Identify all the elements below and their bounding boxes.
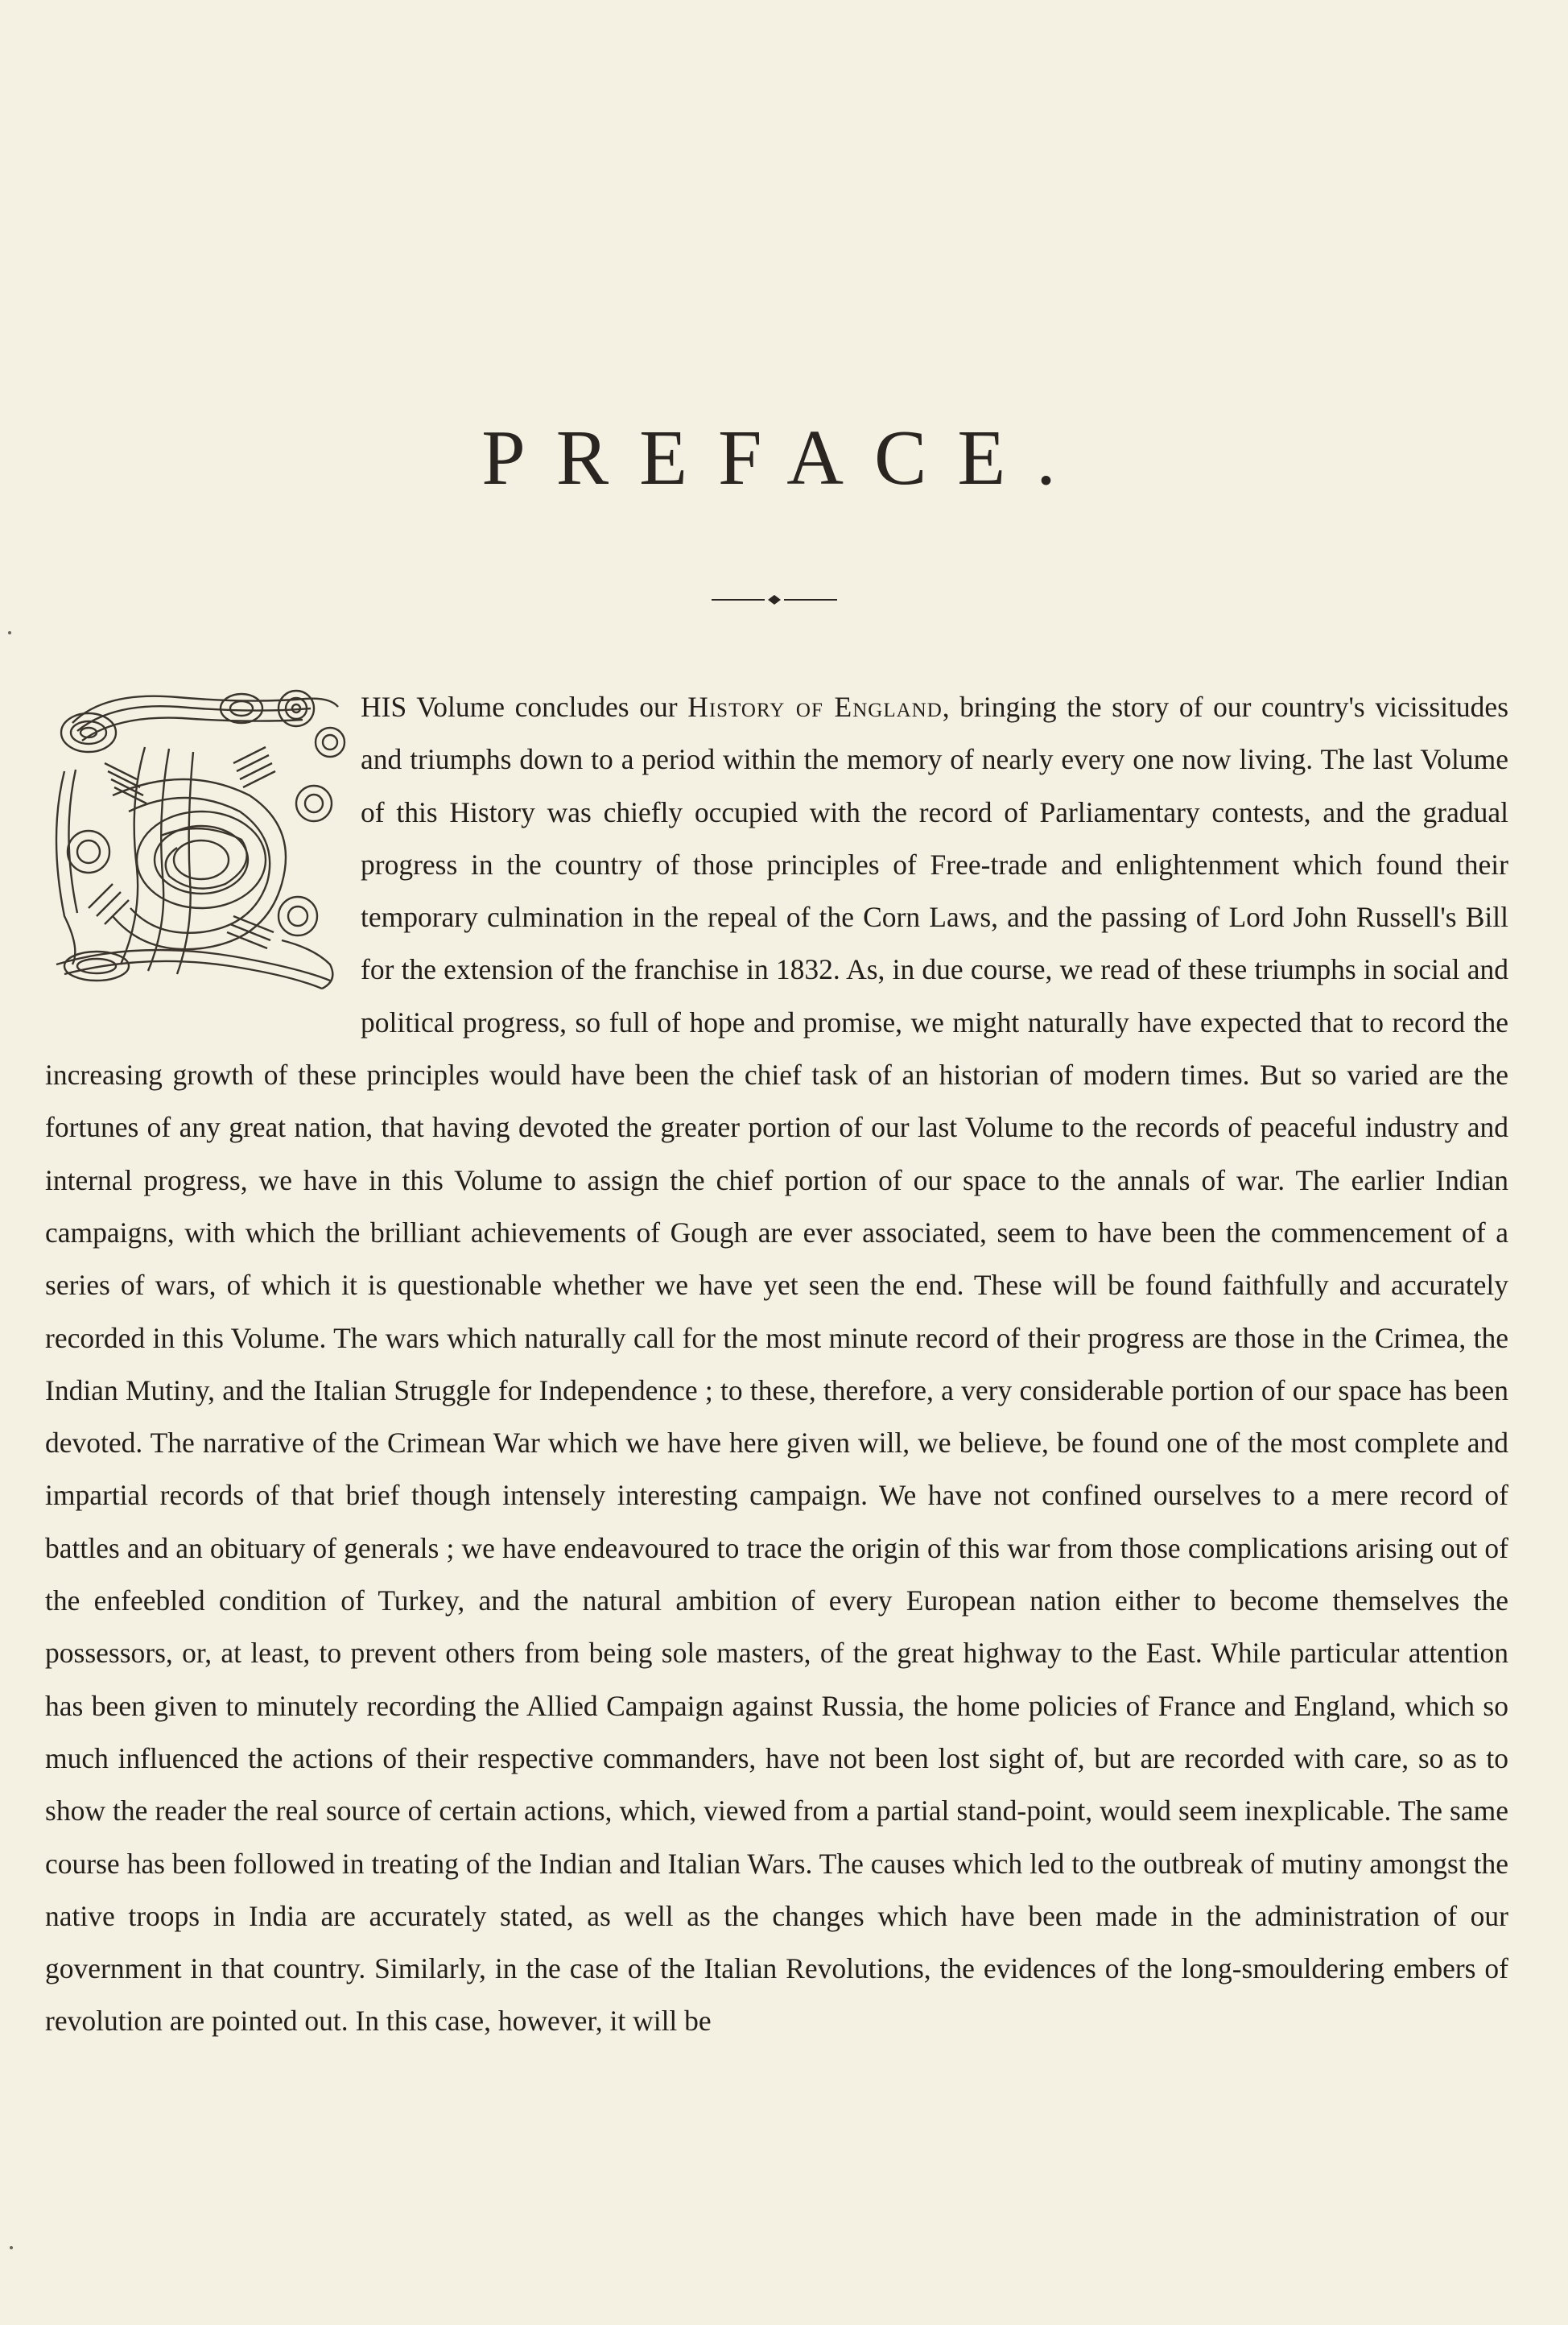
diamond-rule-ornament-icon	[712, 594, 837, 605]
preface-paragraph	[45, 681, 1508, 2048]
paragraph-lead: HIS Volume concludes our	[361, 691, 688, 723]
drop-cap-spacer	[45, 681, 361, 997]
paragraph-text: , bringing the story of our country's vicissitudes and triumphs down to a period within the memory of nearly every one now living. The last Volume of this History was chiefly occupied with the record of Parliamentary contests, and the gradual progress in the country of those principles of Free-trade and enlightenment which found their temporary culmination in the repeal of the Corn Laws, and the passing of Lord John Russell's Bill for the extension of the franchise in 1832. As, in due course, we read of these triumphs in social and political progress, so full of hope and promise, we might naturally have expected that to record the increasing growth of these principles would have been the chief task of an historian of modern times. But so varied are the fortunes of any great nation, that having devoted the greater portion of our last Volume to the records of peaceful industry and internal progress, we have in this Volume to assign the chief portion of our space to the annals of war. The earlier Indian campaigns, with which the brilliant achievements of Gough are ever associated, seem to have been the commencement of a series of wars, of which it is questionable whether we have yet seen the end. These will be found faithfully and accurately recorded in this Volume. The wars which naturally call for the most minute record of their progress are those in the Crimea, the Indian Mutiny, and the Italian Struggle for Independence ; to these, therefore, a very considerable portion of our space has been devoted. The narrative of the Crimean War which we have here given will, we believe, be found one of the most complete and impartial records of that brief though intensely interesting campaign. We have not confined ourselves to a mere record of battles and an obituary of generals ; we have endeavoured to trace the origin of this war from those complications arising out of the enfeebled condition of Turkey, and the natural ambition of every European nation either to become themselves the possessors, or, at least, to prevent others from being sole masters, of the great highway to the East. While particular attention has been given to minutely recording the Allied Campaign against Russia, the home policies of France and England, which so much influenced the actions of their respective commanders, have not been lost sight of, but are recorded with care, so as to show the reader the real source of certain actions, which, viewed from a partial stand-point, would seem inexplicable. The same course has been followed in treating of the Indian and Italian Wars. The causes which led to the outbreak of mutiny amongst the native troops in India are accurately stated, as well as the changes which have been made in the administration of our government in that country. Similarly, in the case of the Italian Revolutions, the evidences of the long-smouldering embers of revolution are pointed out. In this case, however, it will be	[45, 691, 1509, 2038]
margin-speck	[10, 2246, 13, 2249]
page-title: PREFACE.	[481, 415, 1087, 502]
history-of-england-title: History of England	[687, 691, 943, 723]
margin-speck	[8, 631, 11, 634]
